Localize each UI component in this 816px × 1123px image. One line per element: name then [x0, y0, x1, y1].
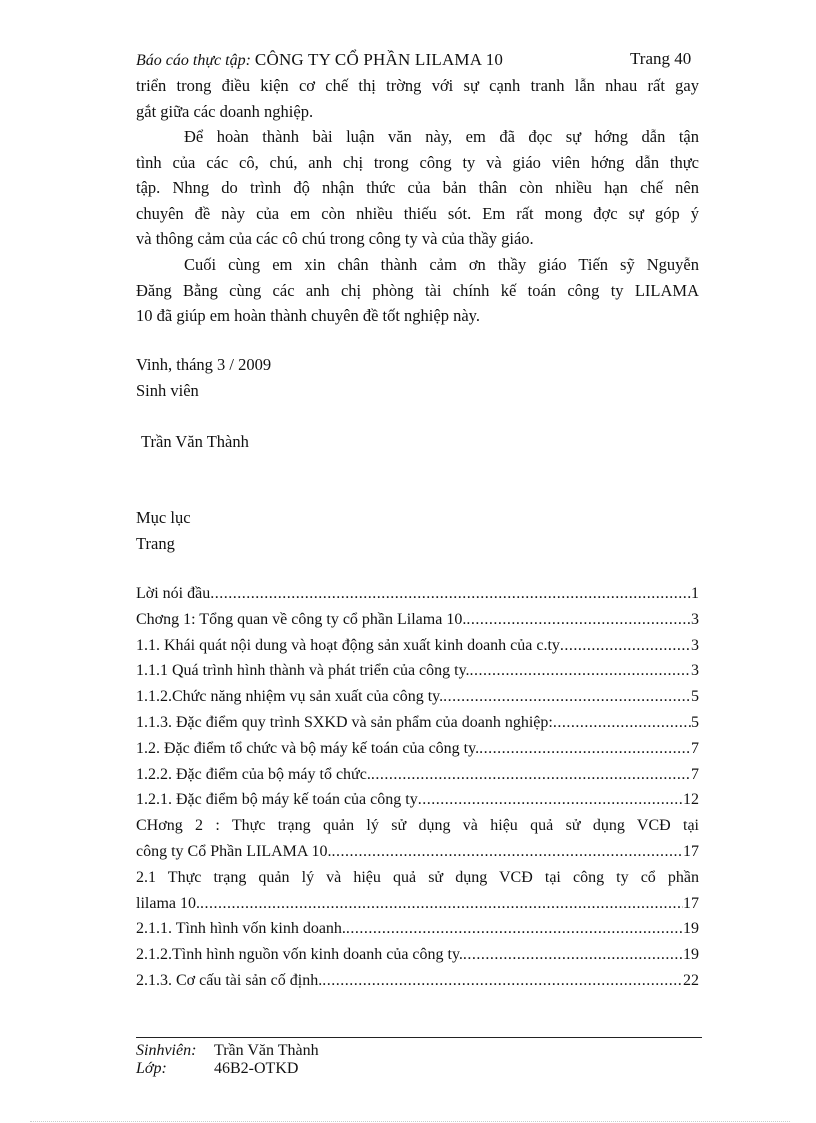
toc-entry[interactable]: 2.1.2.Tình hình nguồn vốn kinh doanh của công ty. ..... 19	[136, 946, 699, 972]
footer-divider	[136, 1037, 702, 1038]
toc-entry[interactable]: 1.2.2. Đặc điểm của bộ máy tổ chức. ..... 7	[136, 766, 699, 792]
signature-role: Sinh viên	[136, 381, 199, 400]
toc-entry[interactable]: 1.1.1 Quá trình hình thành và phát triển của công ty. ..... 3	[136, 662, 699, 688]
page-header	[136, 50, 503, 70]
student-name: Trần Văn Thành	[214, 1042, 319, 1059]
class-value: 46B2-OTKD	[214, 1060, 299, 1077]
toc-entry[interactable]: 2.1.1. Tình hình vốn kinh doanh. ..... 19	[136, 920, 699, 946]
text-line: chuyên đề này của em còn nhiều thiếu sót. Em rất mong đợc sự góp ý	[136, 203, 699, 223]
toc-entry[interactable]: 1.2.1. Đặc điểm bộ máy kế toán của công ty ..... 12	[136, 791, 699, 817]
text-line: tình của các cô, chú, anh chị trong công ty và giáo viên hớng dẫn thực	[136, 152, 699, 172]
place-date: Vinh, tháng 3 / 2009	[136, 355, 272, 374]
toc-page-heading: Trang	[136, 534, 175, 553]
toc-entry[interactable]: 1.1.3. Đặc điểm quy trình SXKD và sản phẩm của doanh nghiệp: ..... 5	[136, 714, 699, 740]
class-label: Lớp:	[136, 1060, 167, 1077]
text-line: 10 đã giúp em hoàn thành chuyên đề tốt nghiệp này.	[136, 306, 480, 325]
text-line: và thông cảm của các cô chú trong công ty và của thầy giáo.	[136, 229, 534, 248]
footer-student	[136, 1042, 319, 1060]
toc-entry[interactable]: 2.1 Thực trạng quản lý và hiệu quả sử dụng VCĐ tại công ty cổ phần lilama 10. ..... 17	[136, 869, 699, 921]
company-name: CÔNG TY CỔ PHẦN LILAMA 10	[254, 50, 504, 69]
paragraph-1	[136, 73, 699, 124]
toc-entry[interactable]: 1.1.2.Chức năng nhiệm vụ sản xuất của công ty. ..... 5	[136, 688, 699, 714]
toc-entry[interactable]: 1.1. Khái quát nội dung và hoạt động sản xuất kinh doanh của c.ty ..... 3	[136, 637, 699, 663]
text-line: Đăng Bằng cùng các anh chị phòng tài chính kế toán công ty LILAMA	[136, 280, 699, 300]
text-line: Cuối cùng em xin chân thành cảm ơn thầy giáo Tiến sỹ Nguyễn	[184, 255, 699, 274]
text-line: tập. Nhng do trình độ nhận thức của bản thân còn nhiều hạn chế nên	[136, 178, 699, 197]
toc-entry[interactable]: 1.2. Đặc điểm tổ chức và bộ máy kế toán của công ty. ..... 7	[136, 740, 699, 766]
text-line: gắt giữa các doanh nghiệp.	[136, 101, 314, 121]
toc-entry[interactable]: CHơng 2 : Thực trạng quản lý sử dụng và hiệu quả sử dụng VCĐ tại công ty Cổ Phần LILAMA 10. ..... 17	[136, 817, 699, 869]
paragraph-3	[136, 252, 699, 329]
toc-entry[interactable]: Lời nói đầu ..... 1	[136, 585, 699, 611]
toc-entry-line1: 2.1 Thực trạng quản lý và hiệu quả sử dụng VCĐ tại công ty cổ phần	[136, 868, 699, 886]
toc-entry-line1: CHơng 2 : Thực trạng quản lý sử dụng và hiệu quả sử dụng VCĐ tại	[136, 817, 699, 835]
report-label: Báo cáo thực tập:	[136, 52, 251, 69]
signature-name: Trần Văn Thành	[141, 432, 249, 451]
text-line: Để hoàn thành bài luận văn này, em đã đọc sự hớng dẫn tận	[184, 127, 699, 146]
toc-title: Mục lục	[136, 508, 191, 527]
footer-class	[136, 1060, 298, 1078]
toc-entry[interactable]: Chơng 1: Tổng quan về công ty cổ phần Lilama 10. ..... 3	[136, 611, 699, 637]
toc-entry[interactable]: 2.1.3. Cơ cấu tài sản cố định. ..... 22	[136, 972, 699, 998]
page-edge	[30, 1121, 790, 1122]
page-number: Trang 40	[630, 49, 692, 68]
paragraph-2	[136, 124, 699, 252]
student-label: Sinhviên:	[136, 1042, 197, 1059]
table-of-contents	[136, 585, 699, 998]
text-line: triển trong điều kiện cơ chế thị trờng với sự cạnh tranh lẫn nhau rất gay	[136, 76, 699, 95]
